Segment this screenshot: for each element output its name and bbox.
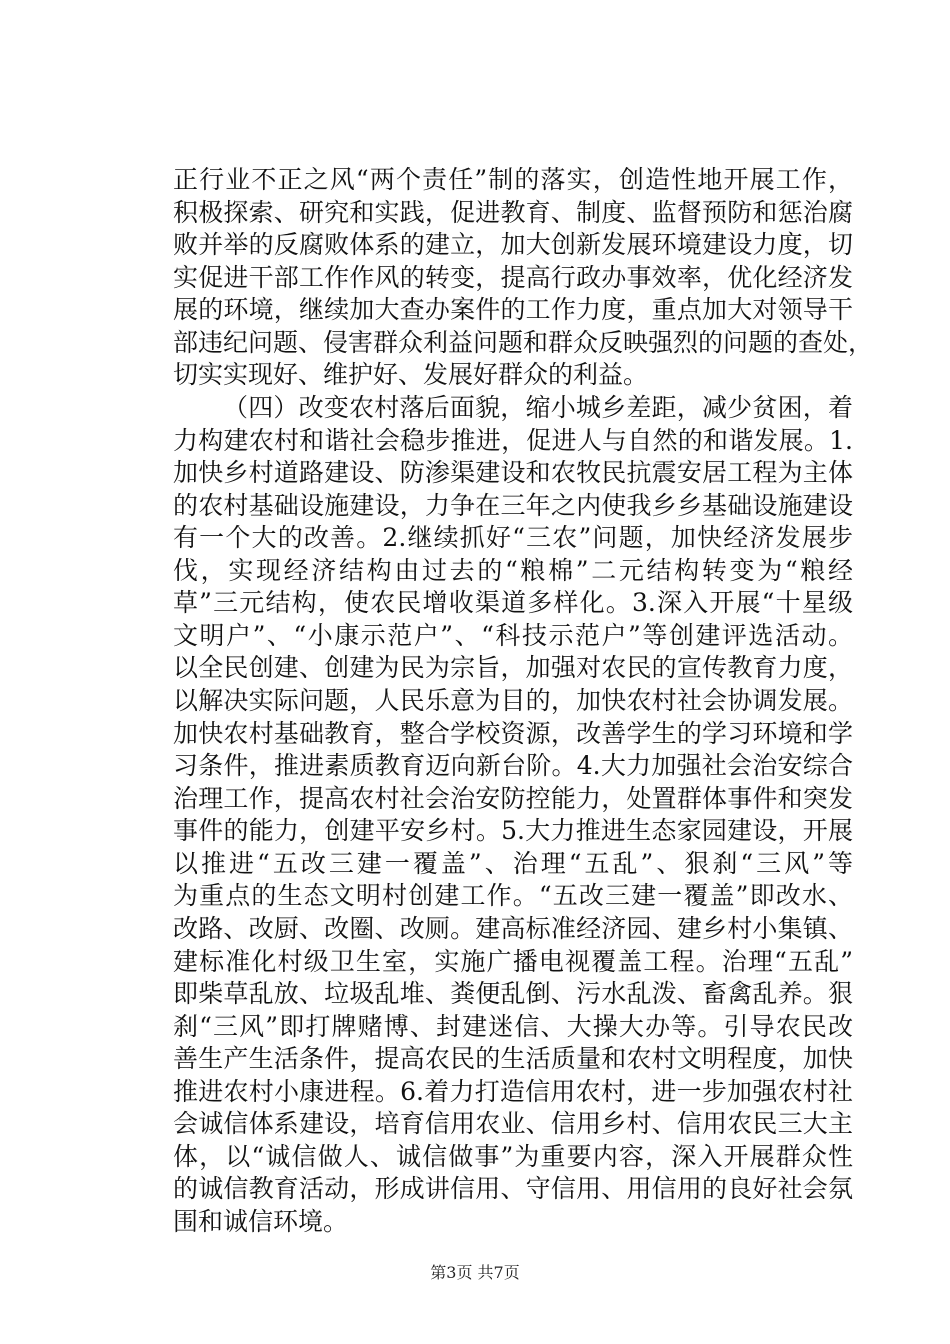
text-line: 围和诚信环境。	[173, 1207, 349, 1236]
text-line: 善生产生活条件，提高农民的生活质量和农村文明程度，加快	[173, 1044, 853, 1073]
text-line: 积极探索、研究和实践，促进教育、制度、监督预防和惩治腐	[173, 198, 853, 227]
text-line: 的诚信教育活动，形成讲信用、守信用、用信用的良好社会氛	[173, 1174, 853, 1203]
text-line: 治理工作，提高农村社会治安防控能力，处置群体事件和突发	[173, 784, 853, 813]
text-line: 以推进“五改三建一覆盖”、治理“五乱”、狠刹“三风”等	[173, 849, 853, 878]
text-line: 事件的能力，创建平安乡村。5.大力推进生态家园建设，开展	[173, 816, 853, 845]
text-line: 切实实现好、维护好、发展好群众的利益。	[173, 360, 649, 389]
text-line: 力构建农村和谐社会稳步推进，促进人与自然的和谐发展。1.	[173, 426, 853, 455]
paragraph-start-line: （四）改变农村落后面貌，缩小城乡差距，减少贫困，着	[223, 393, 853, 422]
text-line: 以全民创建、创建为民为宗旨，加强对农民的宣传教育力度，	[173, 653, 853, 682]
page-number-footer: 第3页 共7页	[430, 1263, 520, 1282]
text-line: 改路、改厨、改圈、改厕。建高标准经济园、建乡村小集镇、	[173, 914, 853, 943]
text-line: 刹“三风”即打牌赌博、封建迷信、大操大办等。引导农民改	[173, 1012, 853, 1041]
text-line: 习条件，推进素质教育迈向新台阶。4.大力加强社会治安综合	[173, 751, 853, 780]
text-line: 加快乡村道路建设、防渗渠建设和农牧民抗震安居工程为主体	[173, 458, 853, 487]
text-line: 有一个大的改善。2.继续抓好“三农”问题，加快经济发展步	[173, 523, 853, 552]
text-line: 文明户”、“小康示范户”、“科技示范户”等创建评选活动。	[173, 621, 853, 650]
text-line: 部违纪问题、侵害群众利益问题和群众反映强烈的问题的查处，	[173, 328, 874, 357]
text-line: 会诚信体系建设，培育信用农业、信用乡村、信用农民三大主	[173, 1109, 853, 1138]
text-line: 以解决实际问题，人民乐意为目的，加快农村社会协调发展。	[173, 686, 853, 715]
text-line: 建标准化村级卫生室，实施广播电视覆盖工程。治理“五乱”	[173, 947, 853, 976]
text-line: 伐，实现经济结构由过去的“粮棉”二元结构转变为“粮经	[173, 556, 853, 585]
text-line: 实促进干部工作作风的转变，提高行政办事效率，优化经济发	[173, 263, 853, 292]
text-line: 即柴草乱放、垃圾乱堆、粪便乱倒、污水乱泼、畜禽乱养。狠	[173, 979, 853, 1008]
text-line: 草”三元结构，使农民增收渠道多样化。3.深入开展“十星级	[173, 588, 853, 617]
text-line: 体，以“诚信做人、诚信做事”为重要内容，深入开展群众性	[173, 1142, 853, 1171]
text-line: 败并举的反腐败体系的建立，加大创新发展环境建设力度，切	[173, 230, 853, 259]
text-line: 的农村基础设施建设，力争在三年之内使我乡乡基础设施建设	[173, 491, 853, 520]
text-line: 推进农村小康进程。6.着力打造信用农村，进一步加强农村社	[173, 1077, 853, 1106]
text-line: 为重点的生态文明村创建工作。“五改三建一覆盖”即改水、	[173, 881, 853, 910]
text-line: 加快农村基础教育，整合学校资源，改善学生的学习环境和学	[173, 719, 853, 748]
text-line: 正行业不正之风“两个责任”制的落实，创造性地开展工作，	[173, 165, 853, 194]
text-line: 展的环境，继续加大查办案件的工作力度，重点加大对领导干	[173, 295, 853, 324]
